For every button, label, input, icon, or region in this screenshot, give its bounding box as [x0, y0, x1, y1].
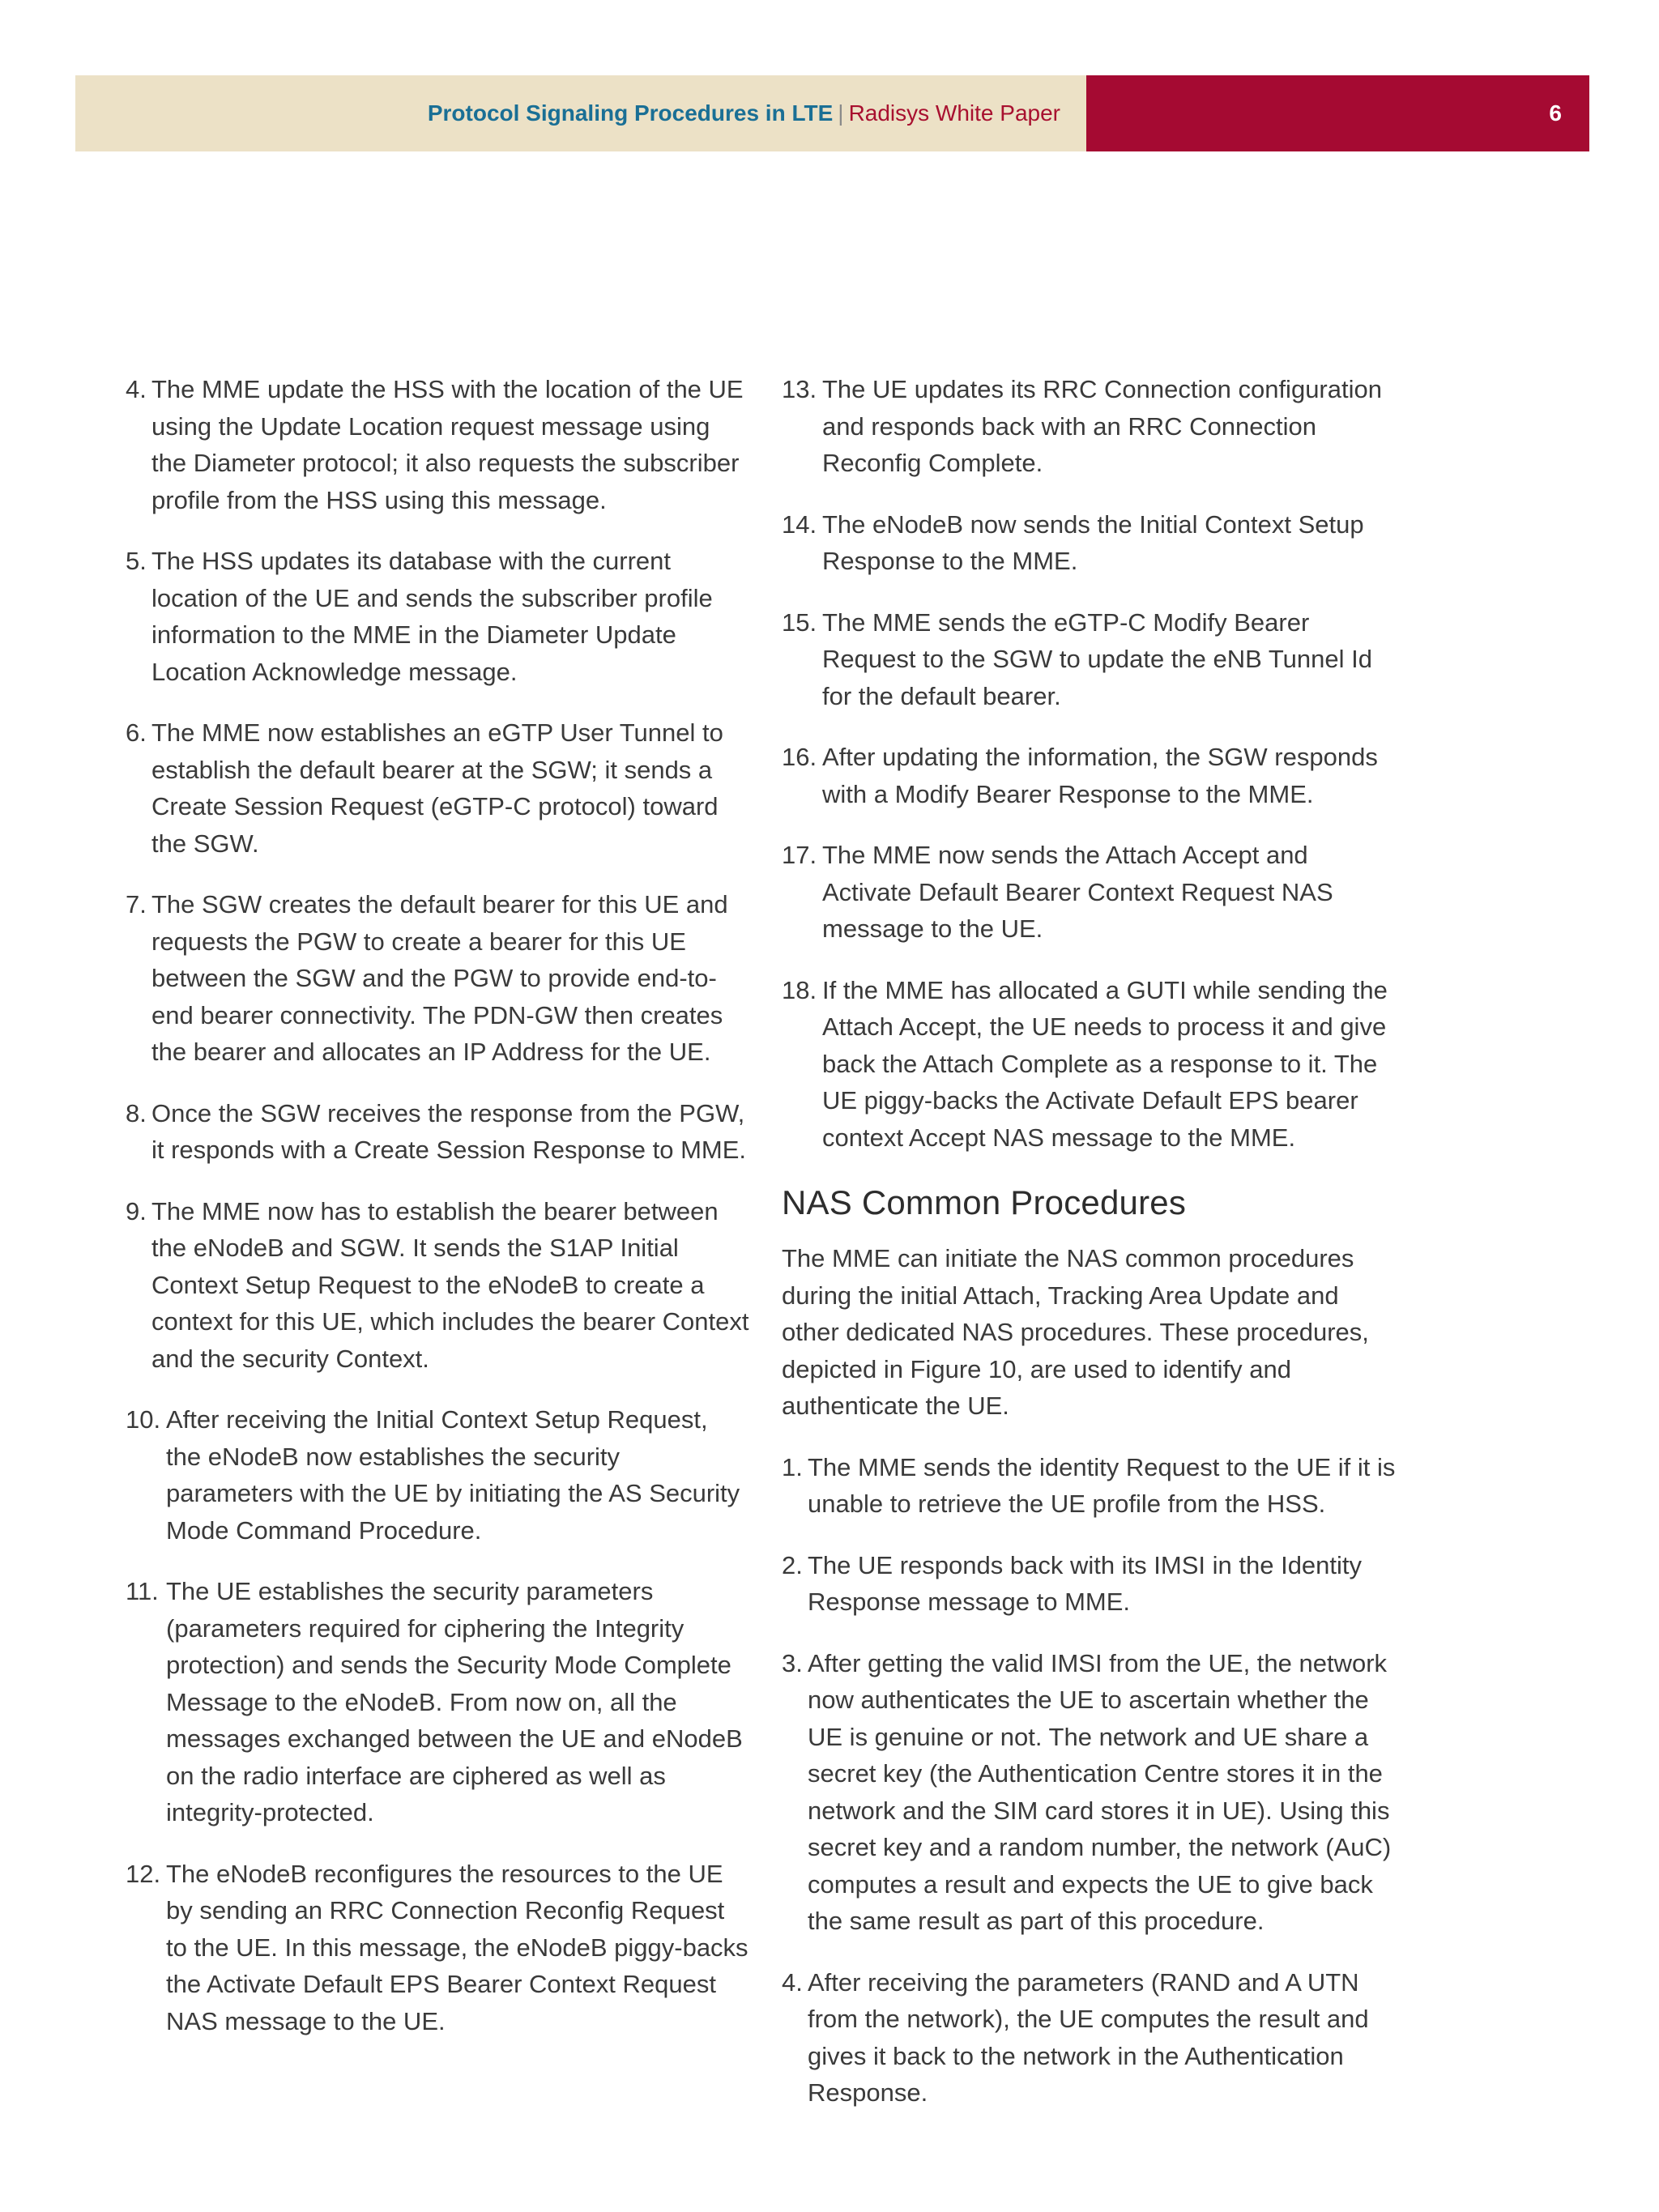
step-text: The MME update the HSS with the location of the UE using the Update Location request message using the Diameter protocol; it also requests the subscriber profile from the HSS using this message. — [151, 375, 744, 514]
list-item — [126, 371, 749, 518]
attach-procedure-steps-right — [782, 371, 1397, 1156]
list-item — [126, 1095, 749, 1169]
step-text: After receiving the Initial Context Setup Request, the eNodeB now establishes the security parameters with the UE by initiating the AS Security Mode Command Procedure. — [166, 1405, 740, 1545]
section-heading: NAS Common Procedures — [782, 1183, 1187, 1221]
page-number: 6 — [1549, 100, 1562, 126]
step-number: 9. — [126, 1196, 147, 1225]
step-text: If the MME has allocated a GUTI while sending the Attach Accept, the UE needs to process it and give back the Attach Complete as a response to it. The UE piggy-backs the Activate Default EPS bearer context Accept NAS message to the MME. — [822, 975, 1388, 1152]
step-text: The SGW creates the default bearer for this UE and requests the PGW to create a bearer for this UE between the SGW and the PGW to provide end-to-end bearer connectivity. The PDN-GW then creates the bearer and allocates an IP Address for the UE. — [151, 890, 728, 1066]
step-number: 5. — [126, 547, 147, 575]
step-text: The UE responds back with its IMSI in the Identity Response message to MME. — [808, 1550, 1363, 1616]
nas-common-procedure-steps — [782, 1449, 1397, 2112]
step-number: 13. — [782, 375, 817, 403]
left-column — [126, 371, 749, 2064]
list-item — [782, 1547, 1397, 1621]
list-item — [126, 714, 749, 862]
document-subtitle: Radisys White Paper — [848, 100, 1060, 126]
header-page-bar — [1086, 75, 1589, 151]
list-item — [126, 1193, 749, 1378]
step-text: After updating the information, the SGW responds with a Modify Bearer Response to the MME. — [822, 743, 1378, 808]
step-text: The eNodeB reconfigures the resources to the UE by sending an RRC Connection Reconfig Request to the UE. In this message, the eNodeB piggy-backs the Activate Default EPS Bearer Context Request NAS message to the UE. — [166, 1859, 748, 2035]
list-item — [782, 1964, 1397, 2112]
step-text: The MME sends the identity Request to the UE if it is unable to retrieve the UE profile from the HSS. — [808, 1452, 1396, 1518]
step-text: The MME now establishes an eGTP User Tunnel to establish the default bearer at the SGW; it sends a Create Session Request (eGTP-C protocol) toward the SGW. — [151, 718, 723, 858]
step-number: 1. — [782, 1452, 803, 1481]
step-number: 16. — [782, 743, 817, 771]
header-title-bar — [75, 75, 1086, 151]
step-number: 6. — [126, 718, 147, 747]
step-number: 7. — [126, 890, 147, 918]
step-number: 14. — [782, 509, 817, 539]
step-number: 15. — [782, 607, 817, 637]
document-title: Protocol Signaling Procedures in LTE — [427, 100, 834, 126]
page-header — [75, 75, 1589, 151]
step-number: 18. — [782, 975, 817, 1004]
step-number: 2. — [782, 1550, 803, 1579]
step-number: 10. — [126, 1405, 161, 1434]
section-intro-paragraph: The MME can initiate the NAS common procedures during the initial Attach, Tracking Area Update and other dedicated NAS procedures. These procedures, depicted in Figure 10, are used to identify and authenticate the UE. — [782, 1244, 1369, 1420]
right-column — [782, 371, 1397, 2136]
step-number: 17. — [782, 841, 817, 869]
step-text: The MME sends the eGTP-C Modify Bearer Request to the SGW to update the eNB Tunnel Id for the default bearer. — [822, 607, 1372, 710]
step-text: The UE updates its RRC Connection configuration and responds back with an RRC Connection Reconfig Complete. — [822, 375, 1382, 477]
step-text: The eNodeB now sends the Initial Context Setup Response to the MME. — [822, 509, 1364, 575]
step-text: Once the SGW receives the response from the PGW, it responds with a Create Session Response to MME. — [151, 1098, 747, 1164]
step-number: 4. — [782, 1967, 803, 1997]
step-text: The MME now has to establish the bearer between the eNodeB and SGW. It sends the S1AP Initial Context Setup Request to the eNodeB to create a context for this UE, which includes the bearer Context and the security Context. — [151, 1196, 749, 1373]
step-text: After getting the valid IMSI from the UE, the network now authenticates the UE to ascertain whether the UE is genuine or not. The network and UE share a secret key (the Authentication Centre stores it in the network and the SIM card stores it in UE). Using this secret key and a random number, the network (AuC) computes a result and expects the UE to give back the same result as part of this procedure. — [808, 1648, 1392, 1935]
step-text: The HSS updates its database with the current location of the UE and sends the subscriber profile information to the MME in the Diameter Update Location Acknowledge message. — [151, 547, 713, 686]
list-item — [782, 1645, 1397, 1940]
step-number: 4. — [126, 375, 147, 403]
header-separator: | — [838, 100, 844, 126]
list-item — [126, 886, 749, 1071]
list-item — [782, 506, 1397, 580]
list-item — [782, 739, 1397, 812]
list-item — [126, 1401, 749, 1549]
step-number: 11. — [126, 1577, 159, 1605]
list-item — [782, 604, 1397, 715]
step-text: The UE establishes the security parameters (parameters required for ciphering the Integrity protection) and sends the Security Mode Complete Message to the eNodeB. From now on, all the messages exchanged between the UE and eNodeB on the radio interface are ciphered as well as integrity-protected. — [166, 1577, 743, 1826]
list-item — [782, 1449, 1397, 1523]
step-text: After receiving the parameters (RAND and A UTN from the network), the UE computes the result and gives it back to the network in the Authentication Response. — [808, 1967, 1369, 2107]
attach-procedure-steps-left — [126, 371, 749, 2039]
list-item — [782, 837, 1397, 948]
step-number: 12. — [126, 1859, 161, 1888]
list-item — [126, 1573, 749, 1831]
step-number: 3. — [782, 1648, 803, 1677]
list-item — [782, 371, 1397, 482]
list-item — [126, 1856, 749, 2040]
step-number: 8. — [126, 1098, 147, 1127]
list-item — [782, 972, 1397, 1157]
list-item — [126, 543, 749, 690]
step-text: The MME now sends the Attach Accept and Activate Default Bearer Context Request NAS message to the UE. — [822, 841, 1333, 943]
